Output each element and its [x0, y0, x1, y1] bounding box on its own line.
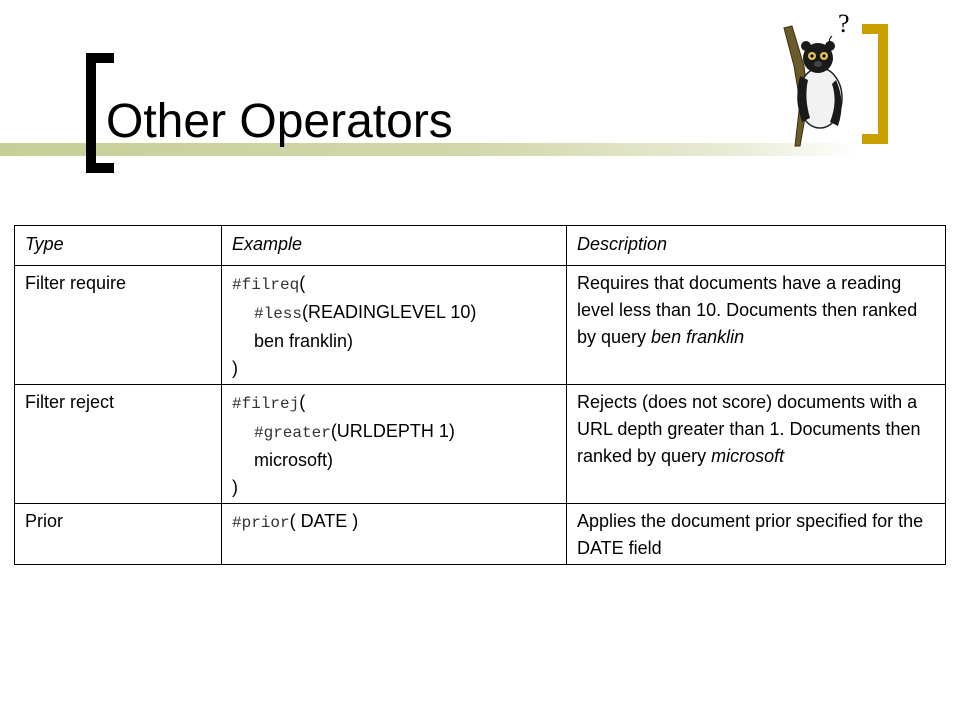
description-query: microsoft — [711, 446, 785, 466]
example-text: ( — [299, 273, 306, 293]
table-row — [15, 385, 946, 504]
type-cell: Filter reject — [15, 385, 222, 504]
lemur-logo-icon — [764, 6, 864, 156]
type-cell: Filter require — [15, 266, 222, 385]
example-line: ) — [232, 477, 238, 497]
description-cell — [567, 385, 946, 504]
example-cell — [222, 504, 567, 565]
type-cell: Prior — [15, 504, 222, 565]
operators-table — [14, 225, 946, 565]
header-description: Description — [567, 226, 946, 266]
description-query: ben franklin — [651, 327, 745, 347]
operator-code: #filreq — [232, 276, 300, 294]
description-cell — [567, 266, 946, 385]
example-text: (URLDEPTH 1) — [330, 421, 455, 441]
example-text: (READINGLEVEL 10) — [302, 302, 477, 322]
operator-code: #less — [254, 305, 303, 323]
question-mark-glyph: ? — [838, 9, 850, 38]
example-line: ) — [232, 358, 238, 378]
description-text: Rejects (does not score) documents with a URL depth greater than 1. Documents then ranked by query — [577, 392, 921, 466]
example-line — [232, 389, 558, 418]
example-line: ben franklin) — [254, 331, 354, 351]
example-line — [232, 270, 558, 299]
description-text: Requires that documents have a reading level less than 10. Documents then ranked by query — [577, 273, 918, 347]
table-header-row — [15, 226, 946, 266]
example-text: ( DATE ) — [289, 511, 359, 531]
right-bracket-decoration — [862, 24, 888, 144]
example-text: ( — [299, 392, 306, 412]
operator-code: #prior — [232, 514, 290, 532]
example-cell — [222, 266, 567, 385]
description-cell: Applies the document prior specified for the DATE field — [567, 504, 946, 565]
header-example: Example — [222, 226, 567, 266]
header-type: Type — [15, 226, 222, 266]
page-title: Other Operators — [106, 95, 453, 148]
table-row — [15, 266, 946, 385]
table-row — [15, 504, 946, 565]
example-line: microsoft) — [254, 450, 334, 470]
example-line — [232, 418, 558, 447]
example-line — [232, 508, 558, 537]
operator-code: #greater — [254, 424, 331, 442]
example-line — [232, 299, 558, 328]
operator-code: #filrej — [232, 395, 300, 413]
example-cell — [222, 385, 567, 504]
